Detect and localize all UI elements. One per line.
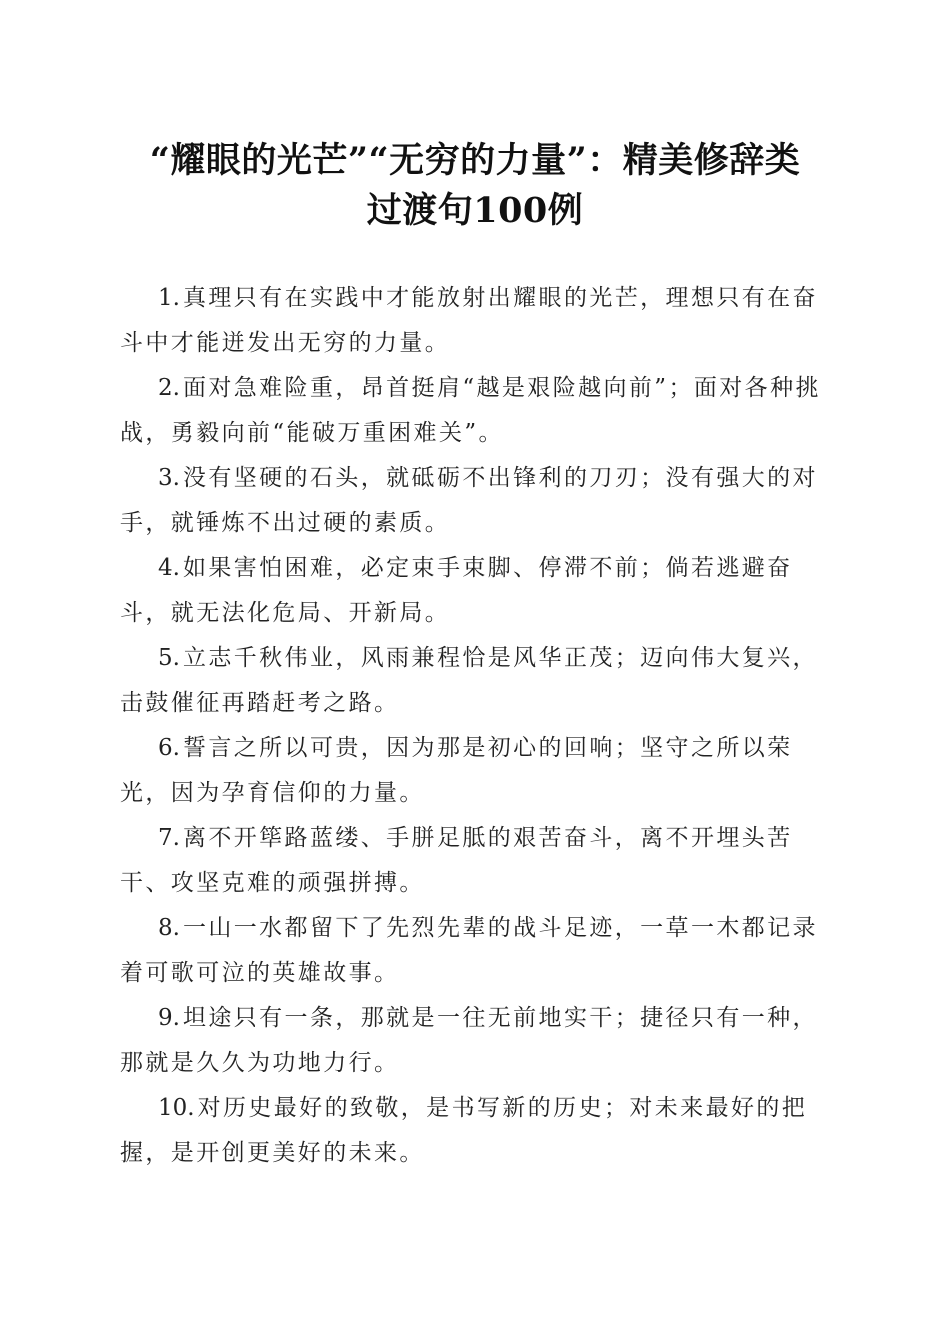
title-line-1: “耀眼的光芒”“无穷的力量”：精美修辞类 xyxy=(149,140,801,181)
item-text: 没有坚硬的石头，就砥砺不出锋利的刀刃；没有强大的对手，就锤炼不出过硬的素质。 xyxy=(120,465,818,536)
item-text: 立志千秋伟业，风雨兼程恰是风华正茂；迈向伟大复兴，击鼓催征再踏赶考之路。 xyxy=(120,645,818,716)
item-text: 对历史最好的致敬，是书写新的历史；对未来最好的把握，是开创更美好的未来。 xyxy=(120,1095,808,1166)
item-text: 一山一水都留下了先烈先辈的战斗足迹，一草一木都记录着可歌可泣的英雄故事。 xyxy=(120,915,818,986)
item-number: 3. xyxy=(158,465,180,491)
list-item xyxy=(120,726,835,816)
list-item xyxy=(120,996,835,1086)
list-item xyxy=(120,1086,835,1176)
list-item xyxy=(120,366,835,456)
item-number: 6. xyxy=(158,735,180,761)
item-text: 誓言之所以可贵，因为那是初心的回响；坚守之所以荣光，因为孕育信仰的力量。 xyxy=(120,735,793,806)
list-item xyxy=(120,456,835,546)
item-number: 10. xyxy=(158,1095,195,1121)
list-item xyxy=(120,906,835,996)
document-body xyxy=(120,276,835,1176)
item-number: 7. xyxy=(158,825,180,851)
title-line-2: 过渡句100例 xyxy=(366,190,584,231)
item-text: 如果害怕困难，必定束手束脚、停滞不前；倘若逃避奋斗，就无法化危局、开新局。 xyxy=(120,555,793,626)
item-number: 5. xyxy=(158,645,180,671)
item-number: 9. xyxy=(158,1005,180,1031)
list-item xyxy=(120,276,835,366)
item-number: 2. xyxy=(158,375,180,401)
list-item xyxy=(120,636,835,726)
item-text: 真理只有在实践中才能放射出耀眼的光芒，理想只有在奋斗中才能迸发出无穷的力量。 xyxy=(120,285,818,356)
list-item xyxy=(120,546,835,636)
item-number: 1. xyxy=(158,285,180,311)
item-number: 4. xyxy=(158,555,180,581)
document-title xyxy=(100,136,850,236)
item-text: 离不开筚路蓝缕、手胼足胝的艰苦奋斗，离不开埋头苦干、攻坚克难的顽强拼搏。 xyxy=(120,825,793,896)
item-text: 坦途只有一条，那就是一往无前地实干；捷径只有一种，那就是久久为功地力行。 xyxy=(120,1005,818,1076)
item-number: 8. xyxy=(158,915,180,941)
list-item xyxy=(120,816,835,906)
item-text: 面对急难险重，昂首挺肩“越是艰险越向前”；面对各种挑战，勇毅向前“能破万重困难关”。 xyxy=(120,375,821,446)
